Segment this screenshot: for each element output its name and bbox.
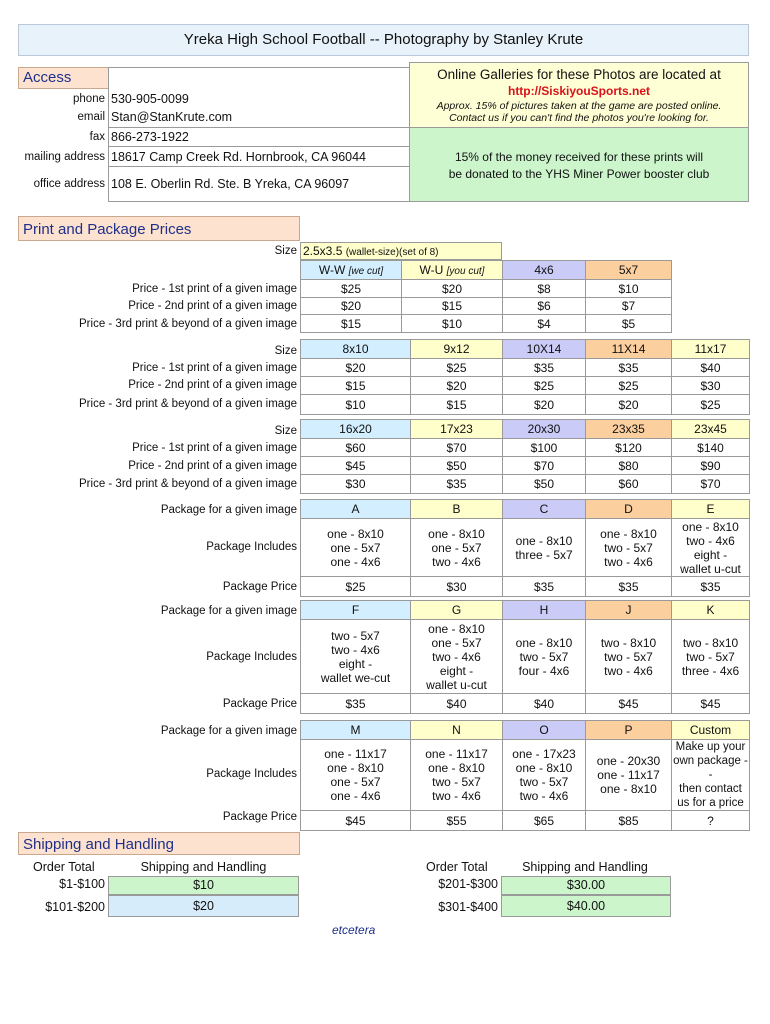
price-cell: $25: [586, 377, 672, 395]
size-header: 10X14: [503, 340, 586, 359]
price-cell: $25: [503, 377, 586, 395]
price-cell: $10: [301, 395, 411, 415]
size-header: 9x12: [411, 340, 503, 359]
donation-line: be donated to the YHS Miner Power booster club: [448, 167, 710, 181]
price-table-3: [300, 419, 750, 494]
package-header: N: [411, 721, 503, 740]
row-label-3rd: Price - 3rd print & beyond of a given image: [79, 398, 297, 410]
galleries-box: [409, 62, 749, 128]
size-header: 16x20: [301, 420, 411, 439]
row-label-3rd: Price - 3rd print & beyond of a given image: [79, 478, 297, 490]
price-cell: $15: [301, 377, 411, 395]
mailing-address-label: mailing address: [24, 151, 105, 163]
package-includes: one - 8x10 two - 5x7 four - 4x6: [503, 620, 586, 694]
row-label-3rd: Price - 3rd print & beyond of a given image: [79, 318, 297, 330]
phone-value[interactable]: 530-905-0099: [111, 92, 189, 106]
package-includes: two - 8x10 two - 5x7 two - 4x6: [586, 620, 672, 694]
fax-label: fax: [89, 131, 105, 143]
price-cell: $25: [301, 280, 402, 298]
price-cell: $80: [586, 457, 672, 475]
price-cell: $6: [503, 298, 586, 315]
donation-box: [409, 127, 749, 202]
price-cell: $20: [586, 395, 672, 415]
package-table-3: [300, 720, 750, 831]
price-cell: $35: [411, 475, 503, 494]
size-header-wu: W-U [you cut]: [402, 261, 503, 280]
package-header: O: [503, 721, 586, 740]
package-includes: one - 8x10 one - 5x7 two - 4x6: [411, 519, 503, 577]
price-cell: $70: [672, 475, 750, 494]
shipping-cost-header: Shipping and Handling: [522, 860, 648, 874]
package-header: K: [672, 601, 750, 620]
size-header: 23x35: [586, 420, 672, 439]
price-cell: $50: [503, 475, 586, 494]
price-cell: $30: [301, 475, 411, 494]
row-label-1st: Price - 1st print of a given image: [132, 442, 297, 454]
size-label: Size: [274, 245, 297, 257]
wallet-size: 2.5x3.5: [303, 244, 343, 258]
package-price: $45: [672, 694, 750, 714]
package-header: E: [672, 500, 750, 519]
divider: [108, 166, 410, 167]
price-cell: $7: [586, 298, 672, 315]
price-cell: $15: [301, 315, 402, 333]
price-cell: $15: [411, 395, 503, 415]
package-price: $30: [411, 577, 503, 597]
size-header: 11x17: [672, 340, 750, 359]
shipping-header: Shipping and Handling: [18, 832, 300, 855]
price-cell: $20: [402, 280, 503, 298]
package-header: J: [586, 601, 672, 620]
package-name-label: Package for a given image: [160, 504, 297, 516]
price-cell: $70: [411, 439, 503, 457]
order-total: $1-$100: [59, 877, 105, 891]
email-value[interactable]: Stan@StanKrute.com: [111, 110, 233, 124]
price-cell: $20: [411, 377, 503, 395]
size-header-ww: W-W [we cut]: [301, 261, 402, 280]
order-total: $301-$400: [438, 900, 498, 914]
prices-header: Print and Package Prices: [18, 216, 300, 241]
package-price-label: Package Price: [222, 581, 297, 593]
package-includes: one - 8x10 two - 4x6 eight - wallet u-cut: [672, 519, 750, 577]
price-cell: $45: [301, 457, 411, 475]
galleries-note: Approx. 15% of pictures taken at the game are posted online.: [436, 100, 722, 112]
package-header: B: [411, 500, 503, 519]
package-price: $35: [301, 694, 411, 714]
size-header: 11X14: [586, 340, 672, 359]
galleries-contact-note: Contact us if you can't find the photos you're looking for.: [449, 112, 709, 124]
package-includes: Make up your own package -- then contact us for a price: [673, 741, 748, 809]
price-cell: $90: [672, 457, 750, 475]
package-price: $65: [503, 811, 586, 831]
shipping-cost-header: Shipping and Handling: [140, 860, 267, 874]
size-header: 23x45: [672, 420, 750, 439]
row-label-2nd: Price - 2nd print of a given image: [128, 300, 297, 312]
page-title: Yreka High School Football -- Photography by Stanley Krute: [18, 24, 749, 56]
package-includes-label: Package Includes: [206, 541, 297, 553]
email-label: email: [77, 111, 105, 123]
price-cell: $60: [301, 439, 411, 457]
package-header: G: [411, 601, 503, 620]
package-price: ?: [672, 811, 750, 831]
size-header: 17x23: [411, 420, 503, 439]
galleries-heading: Online Galleries for these Photos are located at: [437, 67, 721, 82]
galleries-link[interactable]: http://SiskiyouSports.net: [507, 84, 650, 98]
package-price: $40: [503, 694, 586, 714]
access-header: Access: [18, 67, 109, 89]
wallet-size-header: [300, 242, 502, 260]
package-name-label: Package for a given image: [160, 725, 297, 737]
package-includes: two - 5x7 two - 4x6 eight - wallet we-cut: [301, 620, 411, 694]
package-includes: one - 17x23 one - 8x10 two - 5x7 two - 4x6: [503, 740, 586, 811]
price-cell: $30: [672, 377, 750, 395]
package-includes-label: Package Includes: [206, 651, 297, 663]
price-cell: $20: [301, 298, 402, 315]
price-table-2: [300, 339, 750, 415]
footer-note: etcetera: [332, 923, 376, 937]
phone-label: phone: [73, 93, 105, 105]
size-header-5x7: 5x7: [586, 261, 672, 280]
price-cell: $100: [503, 439, 586, 457]
fax-value: 866-273-1922: [111, 130, 189, 144]
package-price-label: Package Price: [222, 698, 297, 710]
size-header-4x6: 4x6: [503, 261, 586, 280]
package-header: C: [503, 500, 586, 519]
price-table-1: [300, 260, 672, 333]
price-cell: $20: [301, 359, 411, 377]
office-address-label: office address: [33, 178, 105, 190]
price-cell: $70: [503, 457, 586, 475]
order-total: $201-$300: [438, 877, 498, 891]
package-includes: one - 8x10 one - 5x7 two - 4x6 eight - wallet u-cut: [411, 620, 503, 694]
price-cell: $20: [503, 395, 586, 415]
package-header: Custom: [672, 721, 750, 740]
price-cell: $60: [586, 475, 672, 494]
donation-line: 15% of the money received for these prints will: [454, 150, 704, 164]
size-label: Size: [274, 425, 297, 437]
package-price: $35: [503, 577, 586, 597]
package-price: $45: [301, 811, 411, 831]
price-cell: $4: [503, 315, 586, 333]
price-cell: $25: [411, 359, 503, 377]
shipping-cost: $40.00: [501, 895, 671, 917]
package-price: $35: [672, 577, 750, 597]
size-header: 20x30: [503, 420, 586, 439]
package-table-1: [300, 499, 750, 597]
shipping-cost: $20: [108, 895, 299, 917]
package-price: $85: [586, 811, 672, 831]
row-label-1st: Price - 1st print of a given image: [132, 283, 297, 295]
size-label: Size: [274, 345, 297, 357]
row-label-2nd: Price - 2nd print of a given image: [128, 460, 297, 472]
divider: [108, 146, 410, 147]
package-price: $55: [411, 811, 503, 831]
order-total-header: Order Total: [33, 860, 95, 874]
package-includes: one - 8x10 three - 5x7: [503, 519, 586, 577]
package-price: $40: [411, 694, 503, 714]
price-cell: $50: [411, 457, 503, 475]
size-header: 8x10: [301, 340, 411, 359]
package-header: H: [503, 601, 586, 620]
price-cell: $5: [586, 315, 672, 333]
order-total-header: Order Total: [426, 860, 488, 874]
shipping-cost: $10: [108, 876, 299, 895]
package-header: P: [586, 721, 672, 740]
office-address-value: 108 E. Oberlin Rd. Ste. B Yreka, CA 96097: [111, 177, 350, 191]
order-total: $101-$200: [45, 900, 105, 914]
package-includes: one - 8x10 two - 5x7 two - 4x6: [586, 519, 672, 577]
mailing-address-value: 18617 Camp Creek Rd. Hornbrook, CA 96044: [111, 150, 367, 164]
price-cell: $40: [672, 359, 750, 377]
package-includes: one - 20x30 one - 11x17 one - 8x10: [586, 740, 672, 811]
package-price-label: Package Price: [222, 811, 297, 823]
row-label-2nd: Price - 2nd print of a given image: [128, 379, 297, 391]
package-includes: one - 11x17 one - 8x10 one - 5x7 one - 4x6: [301, 740, 411, 811]
price-cell: $35: [586, 359, 672, 377]
wallet-size-note: (wallet-size)(set of 8): [345, 247, 439, 258]
package-price: $35: [586, 577, 672, 597]
package-price: $45: [586, 694, 672, 714]
package-includes: two - 8x10 two - 5x7 three - 4x6: [672, 620, 750, 694]
package-header: M: [301, 721, 411, 740]
package-header: D: [586, 500, 672, 519]
price-cell: $15: [402, 298, 503, 315]
price-cell: $35: [503, 359, 586, 377]
price-cell: $140: [672, 439, 750, 457]
package-table-2: [300, 600, 750, 714]
price-cell: $120: [586, 439, 672, 457]
price-cell: $10: [402, 315, 503, 333]
divider: [108, 127, 410, 128]
package-includes: one - 8x10 one - 5x7 one - 4x6: [301, 519, 411, 577]
price-cell: $25: [672, 395, 750, 415]
package-header: A: [301, 500, 411, 519]
price-cell: $10: [586, 280, 672, 298]
package-includes-label: Package Includes: [206, 768, 297, 780]
shipping-cost: $30.00: [501, 876, 671, 895]
package-header: F: [301, 601, 411, 620]
price-cell: $8: [503, 280, 586, 298]
package-price: $25: [301, 577, 411, 597]
package-includes: one - 11x17 one - 8x10 two - 5x7 two - 4x6: [411, 740, 503, 811]
row-label-1st: Price - 1st print of a given image: [132, 362, 297, 374]
package-name-label: Package for a given image: [160, 605, 297, 617]
